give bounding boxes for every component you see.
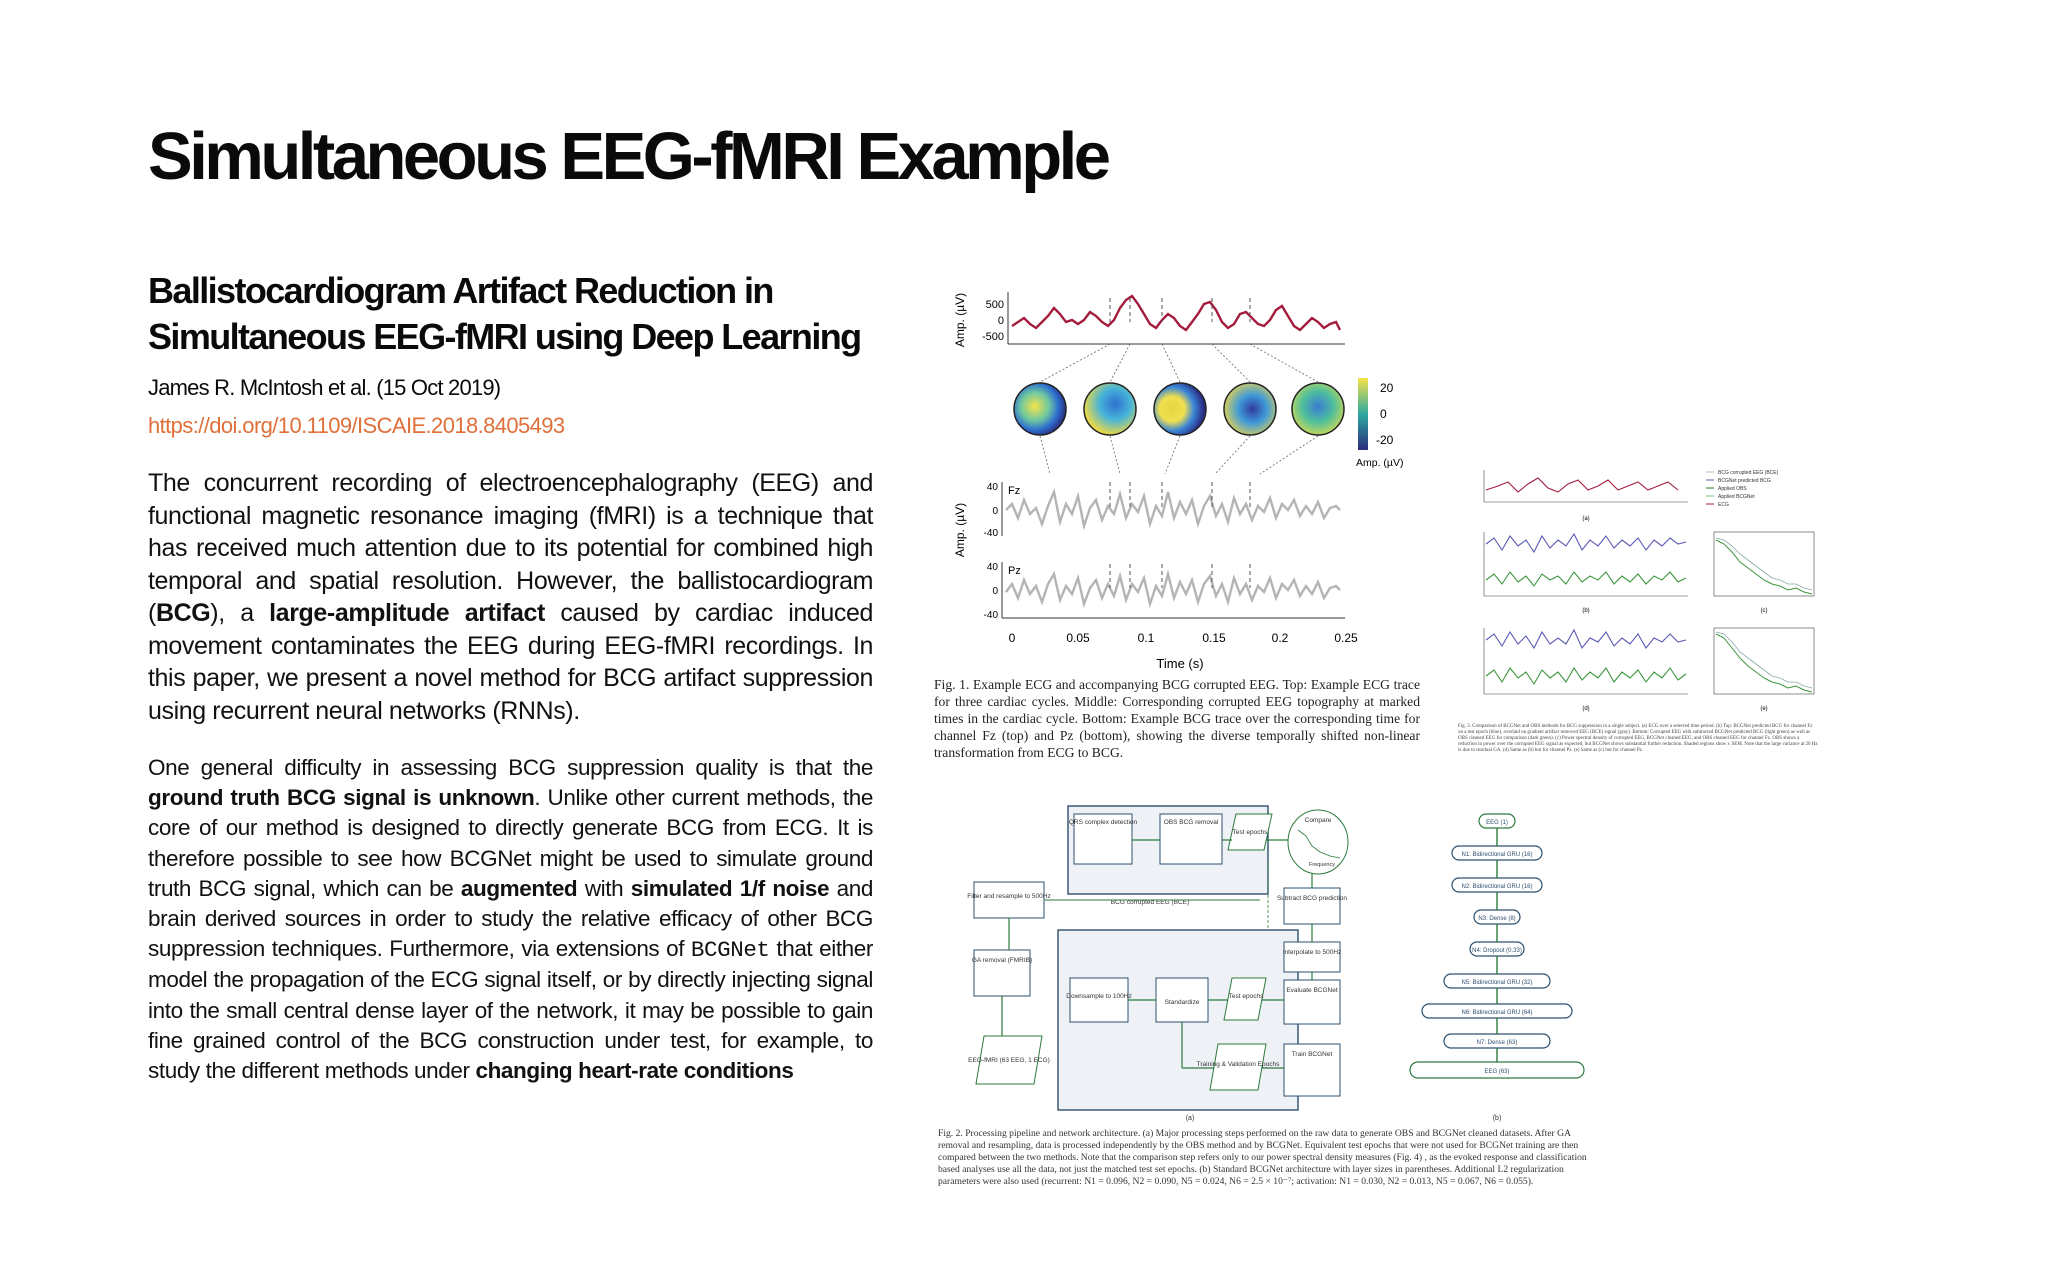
fig1-caption: Fig. 1. Example ECG and accompanying BCG corrupted EEG. Top: Example ECG trace for three cardiac cycles. Middle: Corresponding corrupted EEG topography at marked times in the cardiac cycle. Bottom: Example BCG trace over the corresponding time for channel Fz (top) and Pz (bottom), showing the diverse temporally shifted non-linear transformation from ECG to BCG. [934, 677, 1420, 760]
fig1-xtick-01: 0.1 [1137, 631, 1155, 645]
fig2-net-2: N2: Bidirectional GRU (16) [1461, 884, 1533, 890]
fig3-d-green [1486, 668, 1686, 684]
fig1-fz-trace [1006, 492, 1340, 526]
fig2-test-epochs-label: Test epochs [1232, 829, 1268, 836]
fig1-cbar-label: Amp. (µV) [1356, 457, 1404, 469]
p2-text-4: and brain derived sources in order to study the relative efficacy of other BCG suppression techniques. Furthermore, via extensions of [148, 875, 873, 962]
fig3-label-d: (d) [1582, 706, 1590, 712]
p2-text-3: with [577, 875, 631, 901]
fig1-xtick-02: 0.2 [1271, 631, 1289, 645]
fig2-interpolate-label: Interpolate to 500Hz [1282, 949, 1342, 956]
p2-text-2: . Unlike other current methods, the core of our method is designed to directly generate BCG from ECG. It is therefore possible to see how BCGNet might be used to simulate ground truth BCG signal, which can be [148, 785, 873, 901]
fig3-legend-bcgnet: Applied BCGNet [1718, 494, 1755, 500]
fig2-obs-label: OBS BCG removal [1163, 819, 1219, 826]
fig3-label-a: (a) [1582, 516, 1590, 522]
fig2-net-1: N1: Bidirectional GRU (16) [1461, 852, 1533, 858]
fig1-pz-trace [1006, 574, 1340, 604]
fig1-pz-tick-40: 40 [986, 562, 998, 573]
fig1-tick-500: 500 [985, 299, 1004, 311]
fig2-net-8: EEG (63) [1484, 1069, 1510, 1075]
fig3-label-e: (e) [1760, 706, 1768, 712]
fig3-legend-obs: Applied OBS [1718, 486, 1747, 492]
fig2-eeg-fmri-label: EEG-fMRI (63 EEG, 1 ECG) [968, 1057, 1050, 1064]
p2-bold-ground-truth: ground truth BCG signal is unknown [148, 785, 535, 811]
fig2-label-a: (a) [1185, 1115, 1195, 1122]
fig1-colorbar-gradient [1358, 378, 1368, 450]
p1-bold-bcg: BCG [155, 599, 211, 627]
fig1-colorbar [1356, 374, 1416, 474]
abstract-paragraph-1 [148, 467, 873, 727]
fig3-c-psd [1716, 540, 1812, 594]
p1-text-3: caused by cardiac induced movement contaminates the EEG during EEG-fMRI recordings. In this paper, we present a novel method for BCG artifact suppression using recurrent neural networks (RNNs). [148, 599, 873, 725]
fig3-label-b: (b) [1582, 608, 1590, 614]
fig2-filter-label: Filter and resample to 500Hz [967, 893, 1051, 900]
fig1-xtick-025: 0.25 [1334, 631, 1358, 645]
fig1-xtick-0: 0 [1008, 631, 1016, 645]
fig2-downsample-label: Downsample to 100Hz [1066, 993, 1132, 1000]
fig1-cbar-tick-m20: -20 [1376, 433, 1394, 447]
fig3-legend-bce: BCG corrupted EEG (BCE) [1718, 470, 1779, 476]
fig3-e-psd [1716, 634, 1812, 692]
paper-title-last: Learning [721, 316, 861, 357]
fig1-xlabel: Time (s) [1156, 656, 1204, 671]
p2-bold-augmented: augmented [460, 875, 578, 901]
fig3-ecg-trace [1486, 478, 1678, 492]
fig2-caption: Fig. 2. Processing pipeline and network architecture. (a) Major processing steps performed on the raw data to generate OBS and BCGNet cleaned datasets. After GA removal and resampling, data is processed independently by the OBS method and by BCGNet. Equivalent test epochs that were not used for BCGNet training are then compared between the two methods. Note that the comparison step refers only to our power spectral density measures (Fig. 4) , as the evoked response and classification based analyses use all the data, not just the matched test set epochs. (b) Standard BCGNet architecture with layer sizes in parentheses. Additional L2 regularization parameters were also used (recurrent: N1 = 0.096, N2 = 0.090, N5 = 0.024, N6 = 2.5 × 10⁻⁷; activation: N1 = 0.030, N2 = 0.013, N5 = 0.067, N6 = 0.055). [938, 1128, 1587, 1187]
fig2-subtract-label: Subtract BCG prediction [1276, 895, 1348, 902]
p1-bold-artifact: large-amplitude artifact [269, 599, 545, 627]
figure-2 [960, 800, 1600, 1126]
fig2-frequency-label: Frequency [1309, 862, 1335, 868]
fig2-qrs-label: QRS complex detection [1068, 819, 1138, 826]
fig2-compare-label: Compare [1304, 817, 1332, 824]
fig2-net-7: N7: Dense (63) [1476, 1040, 1518, 1046]
fig1-ylabel-top: Amp. (µV) [953, 292, 967, 348]
fig2-standardize-label: Standardize [1164, 999, 1200, 1006]
fig3-legend [1706, 470, 1779, 508]
fig1-cbar-tick-20: 20 [1380, 381, 1394, 395]
figure-1 [950, 278, 1360, 678]
fig1-ecg-trace [1012, 296, 1340, 330]
p2-bold-noise: simulated 1/f noise [630, 875, 830, 901]
fig2-label-b: (b) [1492, 1115, 1502, 1122]
paper-authors: James R. McIntosh et al. (15 Oct 2019) [148, 375, 501, 400]
fig3-d-blue [1486, 630, 1686, 648]
fig2-test-epochs2-label: Test epochs [1228, 993, 1264, 1000]
fig1-xtick-005: 0.05 [1066, 631, 1090, 645]
fig2-node-subtract [1284, 888, 1340, 924]
fig3-legend-ecg: ECG [1718, 502, 1729, 508]
fig1-topography-maps [1014, 383, 1344, 435]
fig1-channel-fz: Fz [1008, 485, 1021, 497]
fig1-channel-pz: Pz [1008, 565, 1021, 577]
fig3-label-c: (c) [1760, 608, 1768, 614]
fig2-training-label: Training & Validation Epochs [1196, 1061, 1280, 1068]
fig1-fz-tick-0: 0 [992, 506, 998, 517]
paper-title [148, 268, 873, 411]
fig2-net-3: N3: Dense (8) [1478, 916, 1516, 922]
fig2-network [1410, 814, 1584, 1078]
fig2-evaluate-label: Evaluate BCGNet [1286, 987, 1338, 994]
fig1-xtick-015: 0.15 [1202, 631, 1226, 645]
fig1-cbar-tick-0: 0 [1380, 407, 1387, 421]
p2-code-bcgnet: BCGNet [690, 937, 770, 964]
p1-text-1: The concurrent recording of electroencephalography (EEG) and functional magnetic resonance imaging (fMRI) is a technique that has received much attention due to its potential for combined high temporal and spatial resolution. However, the ballistocardiogram ( [148, 469, 873, 627]
fig2-node-interpolate [1284, 942, 1340, 972]
paper-title-main: Ballistocardiogram Artifact Reduction in Simultaneous EEG-fMRI using Deep [148, 270, 773, 357]
figure-3 [1458, 462, 1828, 722]
fig2-node-filter [974, 882, 1044, 918]
slide-title: Simultaneous EEG-fMRI Example [148, 119, 1108, 194]
fig1-pz-tick-m40: -40 [983, 610, 998, 621]
fig1-fz-tick-m40: -40 [983, 528, 998, 539]
paper-doi-link[interactable]: https://doi.org/10.1109/ISCAIE.2018.8405493 [148, 413, 565, 438]
p2-text-1: One general difficulty in assessing BCG suppression quality is that the [148, 755, 873, 780]
fig3-b-blue [1486, 534, 1686, 552]
p1-text-2: ), a [210, 599, 270, 627]
p2-text-5: that either model the propagation of the ECG signal itself, or by directly injecting signal into the small central dense layer of the network, it may be possible to gain fine grained control of the BCG construction under test, for example, to study the different methods under [148, 936, 873, 1084]
fig2-net-4: N4: Dropout (0.33) [1472, 948, 1522, 954]
fig1-ylabel-bottom: Amp. (µV) [953, 502, 967, 558]
fig1-fz-tick-40: 40 [986, 482, 998, 493]
fig2-bcg-corrupted-label: BCG corrupted EEG (BCE) [1110, 899, 1190, 906]
fig2-net-6: N6: Bidirectional GRU (64) [1461, 1010, 1533, 1016]
fig1-markers [1110, 298, 1250, 322]
fig2-train-label: Train BCGNet [1291, 1051, 1333, 1058]
fig2-node-downsample [1070, 978, 1128, 1022]
fig3-b-green [1486, 572, 1686, 586]
abstract-paragraph-2 [148, 753, 873, 1086]
fig1-tick-0: 0 [997, 315, 1004, 327]
p2-bold-heart-rate: changing heart-rate conditions [475, 1058, 794, 1084]
left-text-column [148, 268, 873, 1086]
fig3-caption: Fig. 3. Comparison of BCGNet and OBS methods for BCG suppression in a single subject. (a) ECG over a selected time period. (b) Top: BCGNet predicted BCG for channel Fz on a test epoch (blue), overlaid on gradient artifact removed EEG (BCE) signal (gray). Bottom: Corrupted EEG with subtracted BCGNet predicted BCG (light green) as well as OBS cleaned EEG for comparison (dark green). (c) Power spectral density of corrupted EEG, BCGNet cleaned EEG, and OBS cleaned EEG for channel Fz. OBS shows a reduction in power over the corrupted EEG signal as expected, but BCGNet shows substantial further reduction. Shaded regions show ± SEM. Note that the large variance at 20 Hz is due to residual GA. (d) Same as (b) but for channel Pz. (e) Same as (c) but for channel Pz. [1458, 724, 1818, 753]
fig2-ga-label: GA removal (FMRIB) [971, 957, 1033, 964]
fig1-tick-m500: -500 [981, 331, 1004, 343]
fig3-legend-bcgnet-pred: BCGNet predicted BCG [1718, 478, 1771, 484]
fig1-pz-tick-0: 0 [992, 586, 998, 597]
fig2-net-5: N5: Bidirectional GRU (32) [1461, 980, 1533, 986]
fig2-net-0: EEG (1) [1486, 820, 1508, 826]
